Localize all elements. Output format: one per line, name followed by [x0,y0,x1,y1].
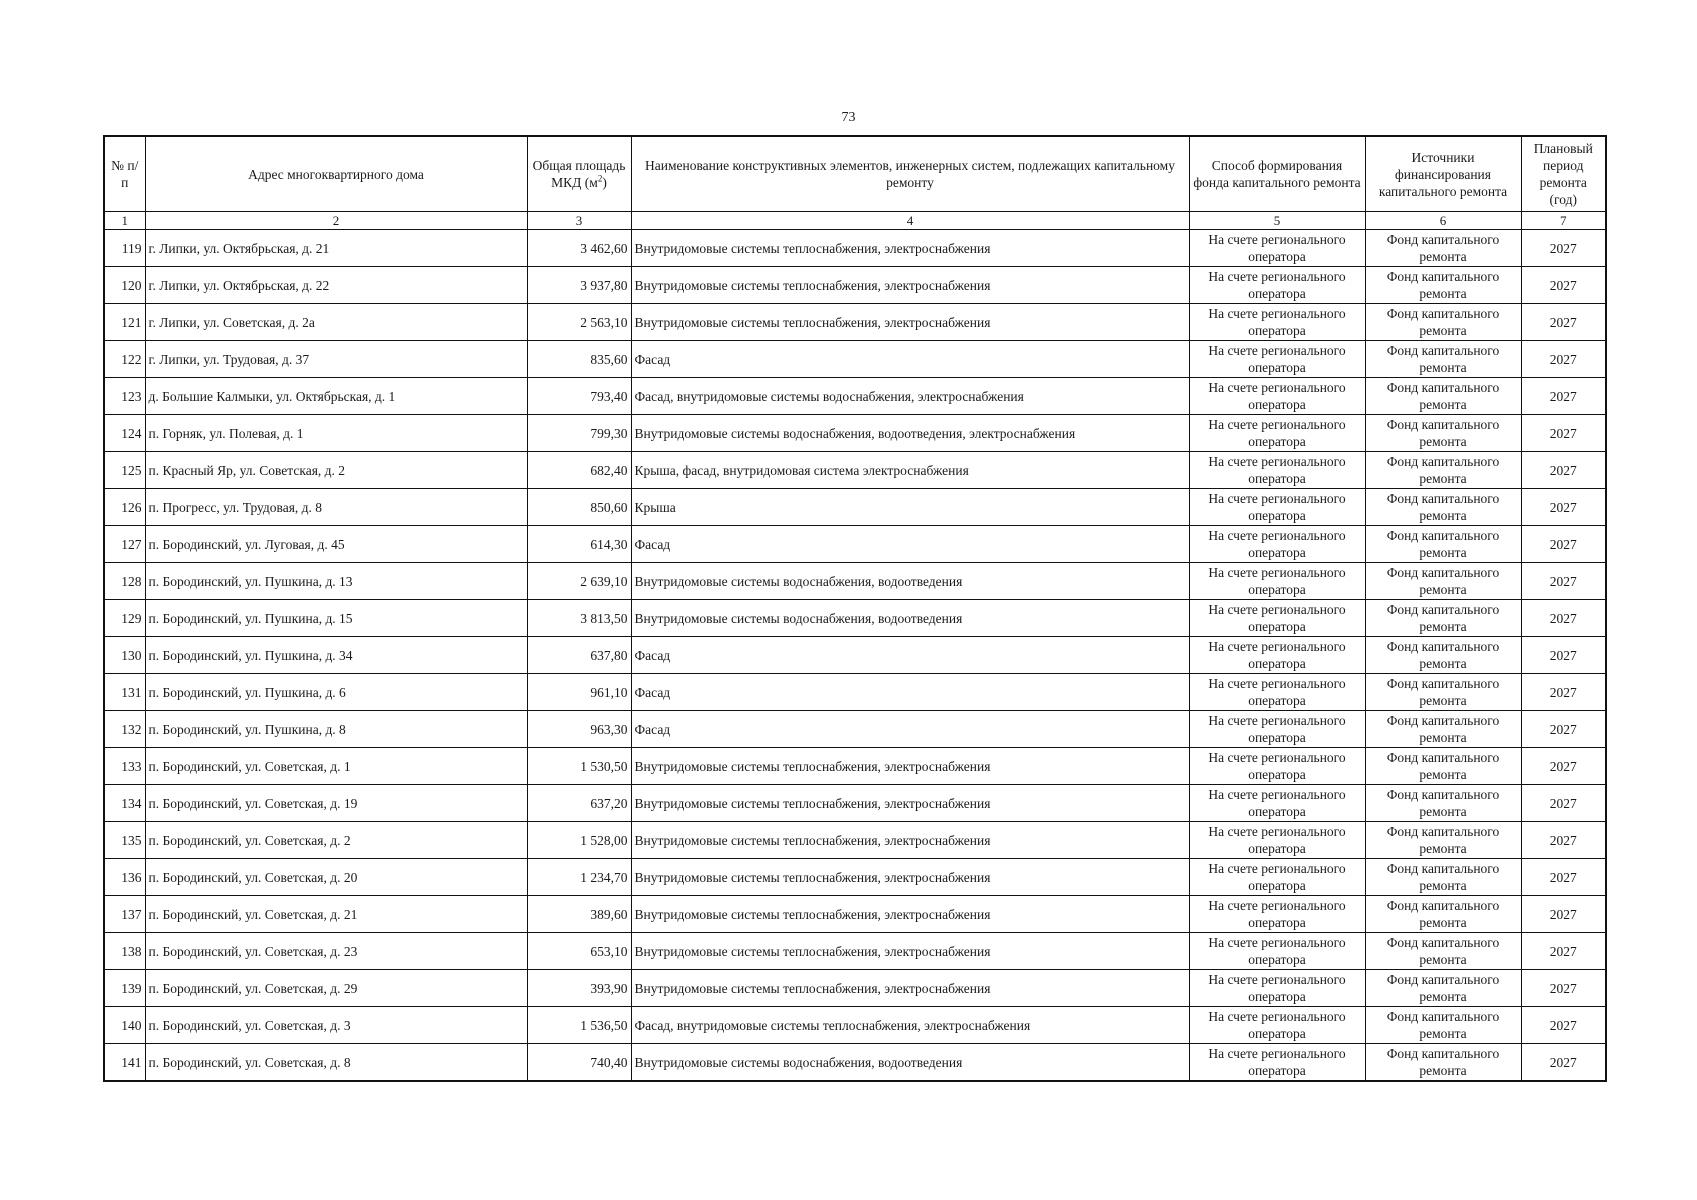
column-number: 6 [1365,212,1521,230]
row-number: 128 [104,563,145,600]
header-area [527,136,631,212]
source-cell: Фонд капитального ремонта [1365,600,1521,637]
table-row [104,674,1606,711]
table-row [104,341,1606,378]
year-cell: 2027 [1521,267,1606,304]
elements-cell: Внутридомовые системы водоснабжения, водоотведения [631,1044,1189,1082]
source-cell: Фонд капитального ремонта [1365,933,1521,970]
area-cell: 793,40 [527,378,631,415]
year-cell: 2027 [1521,970,1606,1007]
table-row [104,526,1606,563]
area-cell: 835,60 [527,341,631,378]
source-cell: Фонд капитального ремонта [1365,970,1521,1007]
area-cell: 1 234,70 [527,859,631,896]
year-cell: 2027 [1521,785,1606,822]
method-cell: На счете регионального оператора [1189,933,1365,970]
row-number: 120 [104,267,145,304]
table-row [104,304,1606,341]
address-cell: п. Бородинский, ул. Советская, д. 20 [145,859,527,896]
table-row [104,378,1606,415]
method-cell: На счете регионального оператора [1189,822,1365,859]
year-cell: 2027 [1521,822,1606,859]
source-cell: Фонд капитального ремонта [1365,415,1521,452]
address-cell: д. Большие Калмыки, ул. Октябрьская, д. 1 [145,378,527,415]
address-cell: п. Прогресс, ул. Трудовая, д. 8 [145,489,527,526]
area-cell: 1 536,50 [527,1007,631,1044]
table-row [104,785,1606,822]
method-cell: На счете регионального оператора [1189,859,1365,896]
source-cell: Фонд капитального ремонта [1365,304,1521,341]
area-cell: 3 937,80 [527,267,631,304]
source-cell: Фонд капитального ремонта [1365,896,1521,933]
area-cell: 653,10 [527,933,631,970]
year-cell: 2027 [1521,563,1606,600]
row-number: 121 [104,304,145,341]
elements-cell: Внутридомовые системы теплоснабжения, электроснабжения [631,304,1189,341]
year-cell: 2027 [1521,1044,1606,1082]
row-number: 141 [104,1044,145,1082]
elements-cell: Внутридомовые системы водоснабжения, водоотведения [631,600,1189,637]
table-row [104,600,1606,637]
source-cell: Фонд капитального ремонта [1365,674,1521,711]
elements-cell: Внутридомовые системы теплоснабжения, электроснабжения [631,748,1189,785]
elements-cell: Внутридомовые системы теплоснабжения, электроснабжения [631,933,1189,970]
table-row [104,933,1606,970]
table-row [104,637,1606,674]
year-cell: 2027 [1521,711,1606,748]
year-cell: 2027 [1521,1007,1606,1044]
method-cell: На счете регионального оператора [1189,526,1365,563]
area-cell: 740,40 [527,1044,631,1082]
column-number: 2 [145,212,527,230]
year-cell: 2027 [1521,859,1606,896]
row-number: 129 [104,600,145,637]
column-number: 3 [527,212,631,230]
elements-cell: Внутридомовые системы водоснабжения, водоотведения [631,563,1189,600]
elements-cell: Фасад, внутридомовые системы теплоснабжения, электроснабжения [631,1007,1189,1044]
area-cell: 963,30 [527,711,631,748]
repair-program-table [103,135,1607,1082]
row-number: 134 [104,785,145,822]
method-cell: На счете регионального оператора [1189,674,1365,711]
table-row [104,267,1606,304]
elements-cell: Крыша [631,489,1189,526]
address-cell: п. Бородинский, ул. Пушкина, д. 6 [145,674,527,711]
year-cell: 2027 [1521,748,1606,785]
header-source: Источники финансирования капитального ремонта [1365,136,1521,212]
elements-cell: Внутридомовые системы теплоснабжения, электроснабжения [631,785,1189,822]
address-cell: п. Бородинский, ул. Советская, д. 29 [145,970,527,1007]
source-cell: Фонд капитального ремонта [1365,452,1521,489]
table-row [104,230,1606,267]
year-cell: 2027 [1521,452,1606,489]
header-area-sup: 2 [597,173,603,184]
row-number: 135 [104,822,145,859]
source-cell: Фонд капитального ремонта [1365,489,1521,526]
row-number: 133 [104,748,145,785]
address-cell: п. Бородинский, ул. Пушкина, д. 15 [145,600,527,637]
row-number: 137 [104,896,145,933]
address-cell: п. Бородинский, ул. Советская, д. 3 [145,1007,527,1044]
address-cell: п. Бородинский, ул. Пушкина, д. 13 [145,563,527,600]
source-cell: Фонд капитального ремонта [1365,785,1521,822]
method-cell: На счете регионального оператора [1189,267,1365,304]
source-cell: Фонд капитального ремонта [1365,526,1521,563]
year-cell: 2027 [1521,600,1606,637]
row-number: 119 [104,230,145,267]
column-number: 7 [1521,212,1606,230]
area-cell: 1 530,50 [527,748,631,785]
elements-cell: Внутридомовые системы теплоснабжения, электроснабжения [631,267,1189,304]
table-row [104,896,1606,933]
column-number: 5 [1189,212,1365,230]
table-row [104,1007,1606,1044]
address-cell: п. Бородинский, ул. Советская, д. 21 [145,896,527,933]
header-row [104,136,1606,212]
source-cell: Фонд капитального ремонта [1365,341,1521,378]
table-body [104,230,1606,1082]
area-cell: 393,90 [527,970,631,1007]
table-row [104,859,1606,896]
year-cell: 2027 [1521,933,1606,970]
year-cell: 2027 [1521,896,1606,933]
header-area-text: Общая площадь МКД (м [532,158,626,190]
table-row [104,415,1606,452]
address-cell: г. Липки, ул. Советская, д. 2а [145,304,527,341]
elements-cell: Крыша, фасад, внутридомовая система электроснабжения [631,452,1189,489]
area-cell: 682,40 [527,452,631,489]
address-cell: п. Бородинский, ул. Советская, д. 8 [145,1044,527,1082]
row-number: 131 [104,674,145,711]
year-cell: 2027 [1521,637,1606,674]
elements-cell: Фасад [631,674,1189,711]
year-cell: 2027 [1521,526,1606,563]
area-cell: 614,30 [527,526,631,563]
year-cell: 2027 [1521,674,1606,711]
table-row [104,563,1606,600]
header-num: № п/п [104,136,145,212]
year-cell: 2027 [1521,415,1606,452]
elements-cell: Фасад [631,341,1189,378]
elements-cell: Внутридомовые системы теплоснабжения, электроснабжения [631,230,1189,267]
area-cell: 850,60 [527,489,631,526]
address-cell: п. Бородинский, ул. Советская, д. 23 [145,933,527,970]
method-cell: На счете регионального оператора [1189,304,1365,341]
method-cell: На счете регионального оператора [1189,600,1365,637]
header-elements: Наименование конструктивных элементов, инженерных систем, подлежащих капитальному ремонту [631,136,1189,212]
area-cell: 1 528,00 [527,822,631,859]
source-cell: Фонд капитального ремонта [1365,230,1521,267]
address-cell: г. Липки, ул. Октябрьская, д. 21 [145,230,527,267]
source-cell: Фонд капитального ремонта [1365,859,1521,896]
method-cell: На счете регионального оператора [1189,230,1365,267]
address-cell: п. Бородинский, ул. Советская, д. 2 [145,822,527,859]
year-cell: 2027 [1521,341,1606,378]
area-cell: 637,80 [527,637,631,674]
area-cell: 637,20 [527,785,631,822]
address-cell: г. Липки, ул. Октябрьская, д. 22 [145,267,527,304]
method-cell: На счете регионального оператора [1189,452,1365,489]
column-number: 1 [104,212,145,230]
row-number: 139 [104,970,145,1007]
area-cell: 389,60 [527,896,631,933]
table-row [104,711,1606,748]
area-cell: 3 813,50 [527,600,631,637]
method-cell: На счете регионального оператора [1189,785,1365,822]
area-cell: 2 563,10 [527,304,631,341]
address-cell: п. Бородинский, ул. Пушкина, д. 34 [145,637,527,674]
row-number: 125 [104,452,145,489]
elements-cell: Внутридомовые системы теплоснабжения, электроснабжения [631,970,1189,1007]
method-cell: На счете регионального оператора [1189,563,1365,600]
elements-cell: Внутридомовые системы теплоснабжения, электроснабжения [631,822,1189,859]
elements-cell: Фасад [631,711,1189,748]
table-row [104,489,1606,526]
method-cell: На счете регионального оператора [1189,489,1365,526]
elements-cell: Внутридомовые системы теплоснабжения, электроснабжения [631,896,1189,933]
address-cell: п. Бородинский, ул. Пушкина, д. 8 [145,711,527,748]
year-cell: 2027 [1521,378,1606,415]
year-cell: 2027 [1521,230,1606,267]
source-cell: Фонд капитального ремонта [1365,637,1521,674]
source-cell: Фонд капитального ремонта [1365,563,1521,600]
method-cell: На счете регионального оператора [1189,341,1365,378]
elements-cell: Фасад [631,637,1189,674]
row-number: 124 [104,415,145,452]
table-row [104,452,1606,489]
address-cell: п. Бородинский, ул. Советская, д. 1 [145,748,527,785]
header-address: Адрес многоквартирного дома [145,136,527,212]
table-row [104,748,1606,785]
elements-cell: Фасад, внутридомовые системы водоснабжения, электроснабжения [631,378,1189,415]
row-number: 140 [104,1007,145,1044]
source-cell: Фонд капитального ремонта [1365,267,1521,304]
header-year: Плановый период ремонта (год) [1521,136,1606,212]
method-cell: На счете регионального оператора [1189,896,1365,933]
area-cell: 961,10 [527,674,631,711]
column-number-row [104,212,1606,230]
year-cell: 2027 [1521,304,1606,341]
table-row [104,1044,1606,1082]
address-cell: п. Бородинский, ул. Луговая, д. 45 [145,526,527,563]
address-cell: п. Бородинский, ул. Советская, д. 19 [145,785,527,822]
page-number: 73 [841,110,856,125]
table-row [104,822,1606,859]
elements-cell: Внутридомовые системы водоснабжения, водоотведения, электроснабжения [631,415,1189,452]
area-cell: 799,30 [527,415,631,452]
elements-cell: Фасад [631,526,1189,563]
method-cell: На счете регионального оператора [1189,1007,1365,1044]
address-cell: п. Красный Яр, ул. Советская, д. 2 [145,452,527,489]
method-cell: На счете регионального оператора [1189,970,1365,1007]
address-cell: п. Горняк, ул. Полевая, д. 1 [145,415,527,452]
method-cell: На счете регионального оператора [1189,637,1365,674]
source-cell: Фонд капитального ремонта [1365,1007,1521,1044]
area-cell: 2 639,10 [527,563,631,600]
area-cell: 3 462,60 [527,230,631,267]
row-number: 138 [104,933,145,970]
row-number: 126 [104,489,145,526]
elements-cell: Внутридомовые системы теплоснабжения, электроснабжения [631,859,1189,896]
source-cell: Фонд капитального ремонта [1365,822,1521,859]
year-cell: 2027 [1521,489,1606,526]
row-number: 136 [104,859,145,896]
method-cell: На счете регионального оператора [1189,378,1365,415]
source-cell: Фонд капитального ремонта [1365,378,1521,415]
row-number: 123 [104,378,145,415]
header-area-close: ) [602,175,607,190]
table-row [104,970,1606,1007]
row-number: 132 [104,711,145,748]
row-number: 127 [104,526,145,563]
method-cell: На счете регионального оператора [1189,748,1365,785]
method-cell: На счете регионального оператора [1189,415,1365,452]
column-number: 4 [631,212,1189,230]
source-cell: Фонд капитального ремонта [1365,748,1521,785]
source-cell: Фонд капитального ремонта [1365,1044,1521,1082]
row-number: 122 [104,341,145,378]
source-cell: Фонд капитального ремонта [1365,711,1521,748]
method-cell: На счете регионального оператора [1189,711,1365,748]
row-number: 130 [104,637,145,674]
method-cell: На счете регионального оператора [1189,1044,1365,1082]
address-cell: г. Липки, ул. Трудовая, д. 37 [145,341,527,378]
header-method: Способ формирования фонда капитального ремонта [1189,136,1365,212]
